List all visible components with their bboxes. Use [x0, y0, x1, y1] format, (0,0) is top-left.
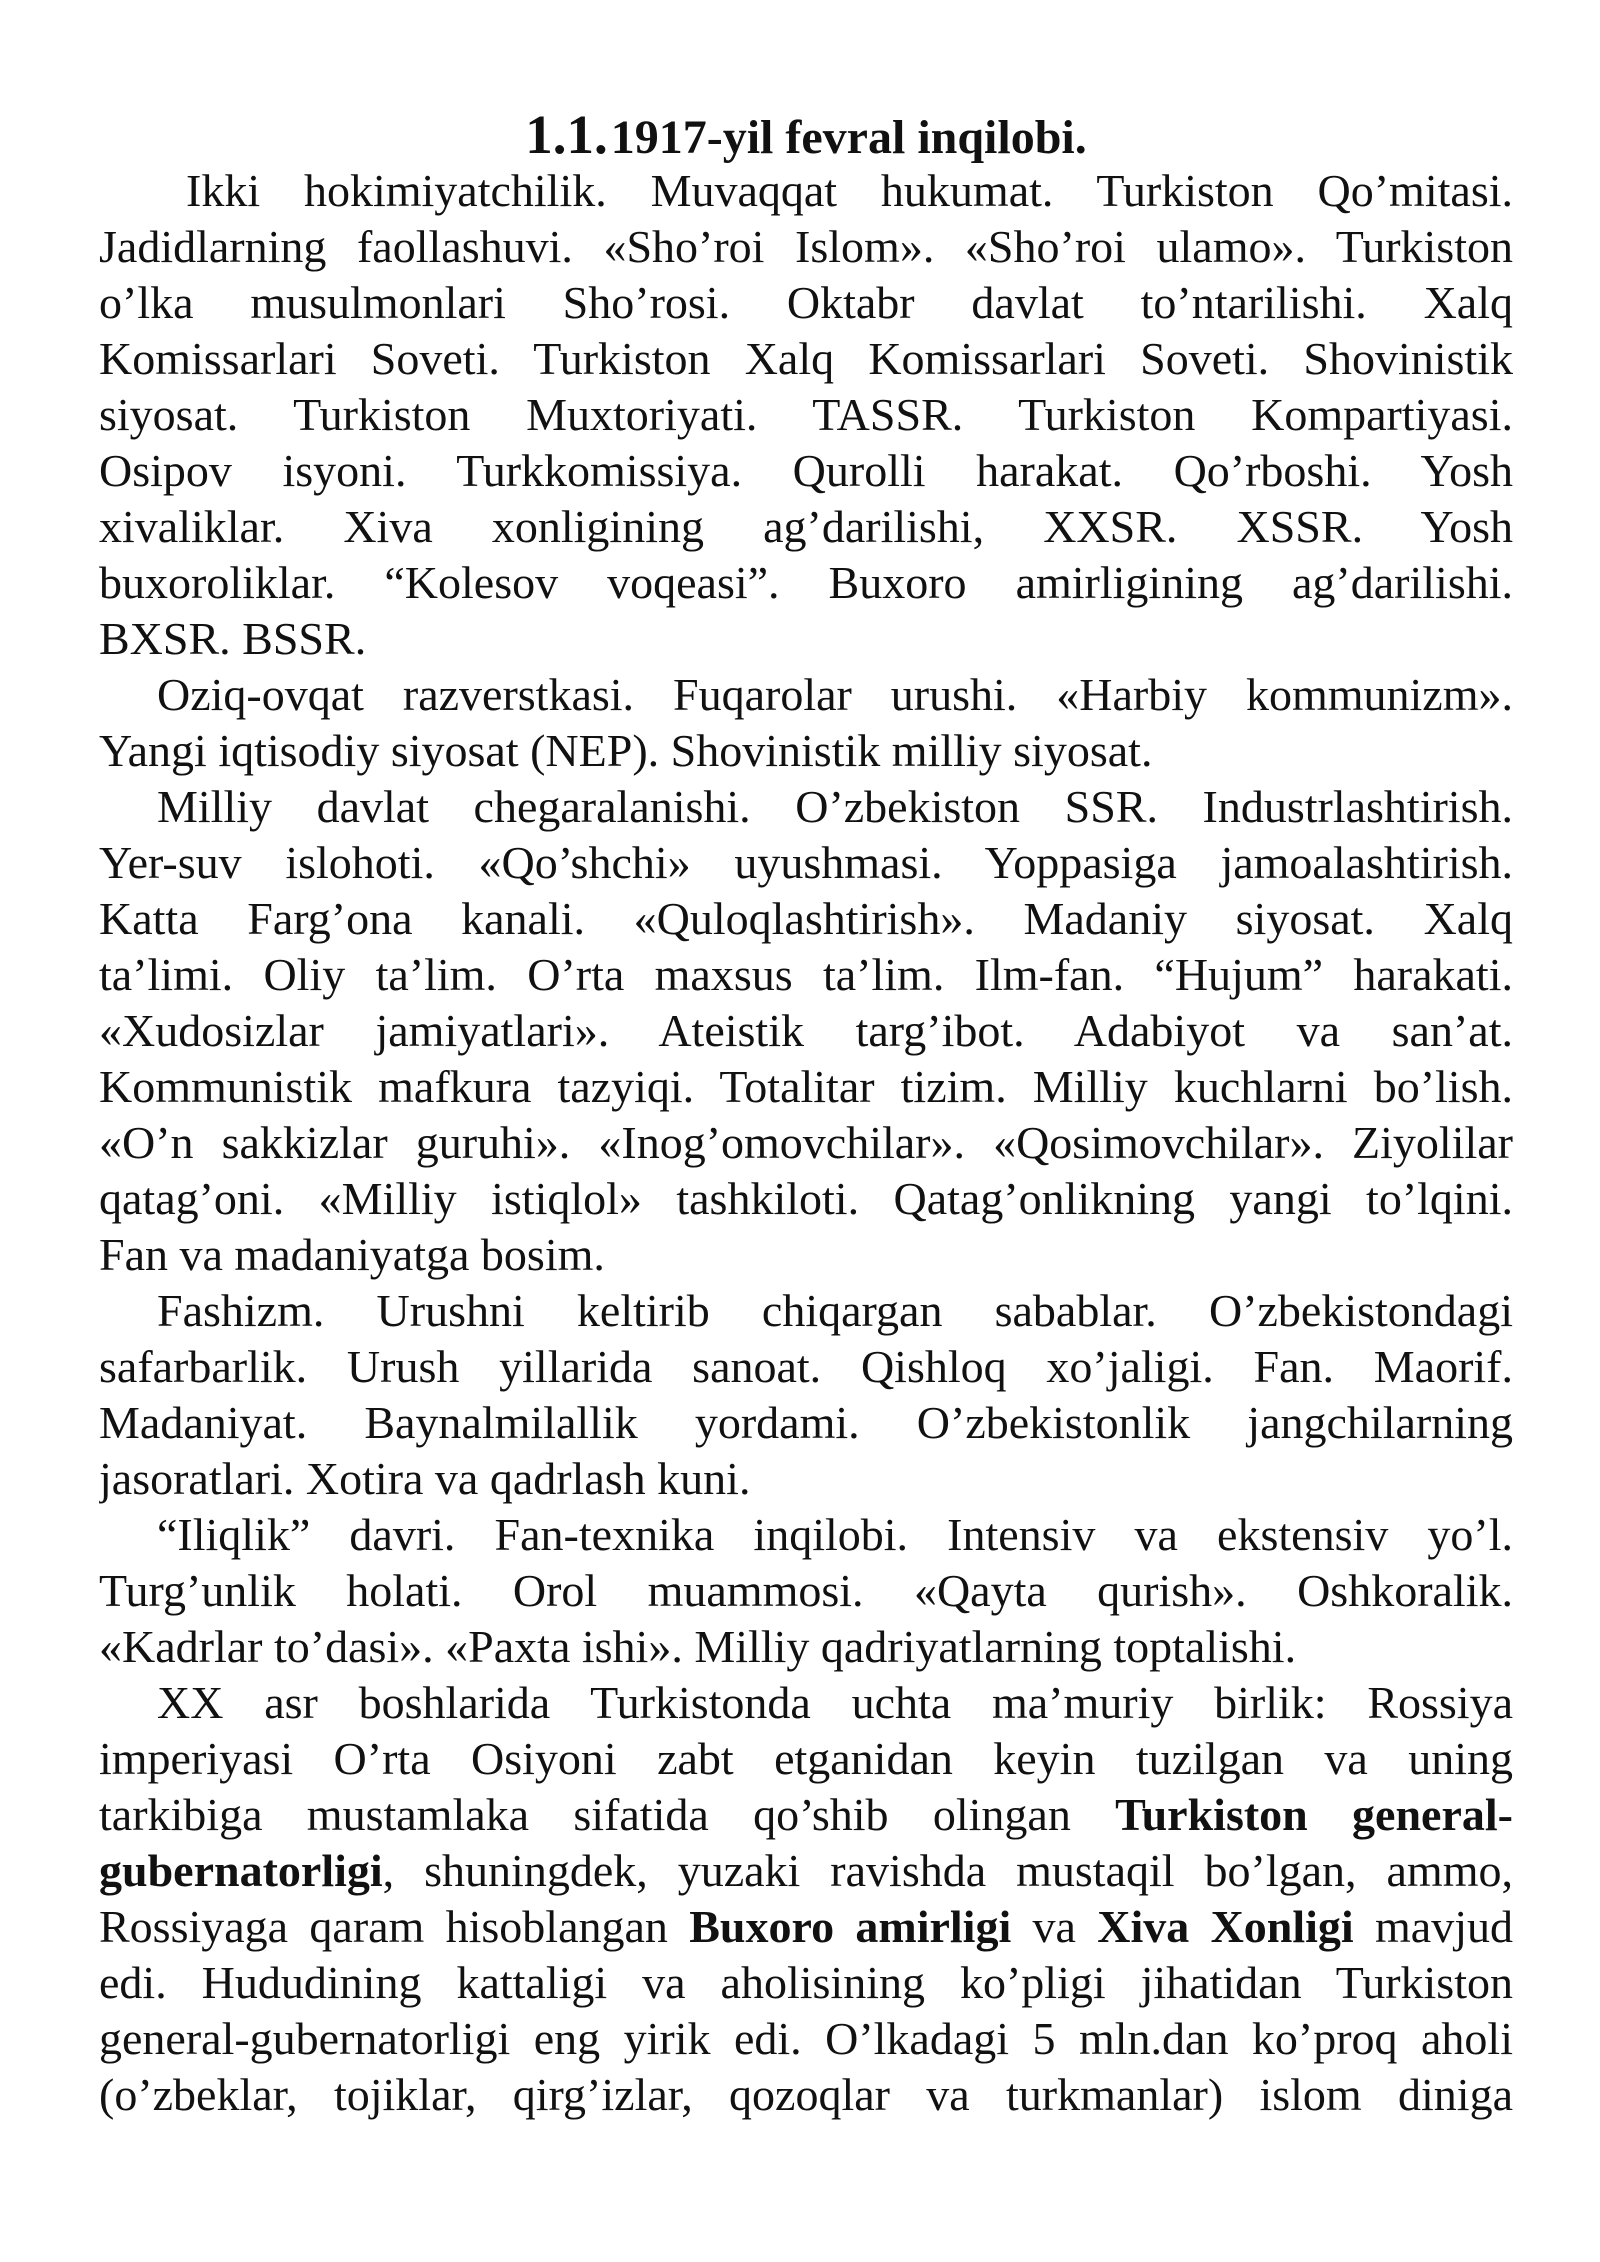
text-line: BXSR. BSSR.	[99, 613, 367, 664]
text-line: Jadidlarning faollashuvi. «Sho’roi Islom». «Sho’roi ulamo». Turkiston	[99, 221, 1513, 272]
text-line: edi. Hududining kattaligi va aholisining ko’pligi jihatidan Turkiston	[99, 1957, 1513, 2008]
paragraph	[99, 1507, 1513, 1675]
text-line	[99, 1787, 1513, 1843]
paragraph	[99, 1675, 1513, 2123]
text-segment: tarkibiga mustamlaka sifatida qo’shib olingan	[99, 1789, 1116, 1840]
page-body	[99, 104, 1513, 2123]
text-segment: mavjud	[1353, 1901, 1513, 1952]
bold-term: Turkiston general-	[1115, 1789, 1513, 1840]
paragraph	[99, 163, 1513, 667]
text-line: Katta Farg’ona kanali. «Quloqlashtirish». Madaniy siyosat. Xalq	[99, 893, 1513, 944]
bold-term: Xiva Xonligi	[1097, 1901, 1354, 1952]
bold-term: gubernatorligi	[99, 1845, 383, 1896]
text-line: Oziq-ovqat razverstkasi. Fuqarolar urushi. «Harbiy kommunizm».	[157, 669, 1513, 720]
text-line: o’lka musulmonlari Sho’rosi. Oktabr davlat to’ntarilishi. Xalq	[99, 277, 1513, 328]
text-line	[99, 1843, 1513, 1899]
text-line: Ikki hokimiyatchilik. Muvaqqat hukumat. Turkiston Qo’mitasi.	[186, 165, 1513, 216]
text-line: Milliy davlat chegaralanishi. O’zbekiston SSR. Industrlashtirish.	[157, 781, 1513, 832]
text-line: imperiyasi O’rta Osiyoni zabt etganidan keyin tuzilgan va uning	[99, 1733, 1513, 1784]
text-line: Yer-suv islohoti. «Qo’shchi» uyushmasi. Yoppasiga jamoalashtirish.	[99, 837, 1513, 888]
text-line: Madaniyat. Baynalmilallik yordami. O’zbekistonlik jangchilarning	[99, 1397, 1513, 1448]
paragraph	[99, 1283, 1513, 1507]
text-line: (o’zbeklar, tojiklar, qirg’izlar, qozoqlar va turkmanlar) islom diniga	[99, 2069, 1513, 2120]
text-line: safarbarlik. Urush yillarida sanoat. Qishloq xo’jaligi. Fan. Maorif.	[99, 1341, 1513, 1392]
text-line: xivaliklar. Xiva xonligining ag’darilishi, XXSR. XSSR. Yosh	[99, 501, 1513, 552]
section-number: 1.1.	[525, 104, 608, 165]
text-line: Fan va madaniyatga bosim.	[99, 1229, 605, 1280]
text-line	[99, 1899, 1513, 1955]
text-line: qatag’oni. «Milliy istiqlol» tashkiloti. Qatag’onlikning yangi to’lqini.	[99, 1173, 1513, 1224]
text-segment: Rossiyaga qaram hisoblangan	[99, 1901, 690, 1952]
text-line: Osipov isyoni. Turkkomissiya. Qurolli harakat. Qo’rboshi. Yosh	[99, 445, 1513, 496]
text-line: XX asr boshlarida Turkistonda uchta ma’muriy birlik: Rossiya	[157, 1677, 1513, 1728]
paragraph	[99, 779, 1513, 1283]
text-line: siyosat. Turkiston Muxtoriyati. TASSR. Turkiston Kompartiyasi.	[99, 389, 1513, 440]
text-line: Fashizm. Urushni keltirib chiqargan sabablar. O’zbekistondagi	[157, 1285, 1513, 1336]
text-line: jasoratlari. Xotira va qadrlash kuni.	[99, 1453, 751, 1504]
text-line: “Iliqlik” davri. Fan-texnika inqilobi. Intensiv va ekstensiv yo’l.	[157, 1509, 1513, 1560]
text-line: «Xudosizlar jamiyatlari». Ateistik targ’ibot. Adabiyot va san’at.	[99, 1005, 1513, 1056]
bold-term: Buxoro amirligi	[689, 1901, 1012, 1952]
text-line: general-gubernatorligi eng yirik edi. O’lkadagi 5 mln.dan ko’proq aholi	[99, 2013, 1513, 2064]
text-line: Kommunistik mafkura tazyiqi. Totalitar tizim. Milliy kuchlarni bo’lish.	[99, 1061, 1513, 1112]
text-line: «Kadrlar to’dasi». «Paxta ishi». Milliy qadriyatlarning toptalishi.	[99, 1621, 1297, 1672]
text-line: ta’limi. Oliy ta’lim. O’rta maxsus ta’lim. Ilm-fan. “Hujum” harakati.	[99, 949, 1513, 1000]
section-heading	[99, 104, 1513, 165]
text-line: Turg’unlik holati. Orol muammosi. «Qayta qurish». Oshkoralik.	[99, 1565, 1513, 1616]
text-line: «O’n sakkizlar guruhi». «Inog’omovchilar». «Qosimovchilar». Ziyolilar	[99, 1117, 1513, 1168]
text-segment: , shuningdek, yuzaki ravishda mustaqil bo’lgan, ammo,	[382, 1845, 1513, 1896]
text-line: Yangi iqtisodiy siyosat (NEP). Shovinistik milliy siyosat.	[99, 725, 1153, 776]
section-title: 1917-yil fevral inqilobi.	[610, 111, 1087, 164]
paragraph	[99, 667, 1513, 779]
text-segment: va	[1011, 1901, 1098, 1952]
text-line: Komissarlari Soveti. Turkiston Xalq Komissarlari Soveti. Shovinistik	[99, 333, 1513, 384]
text-line: buxoroliklar. “Kolesov voqeasi”. Buxoro amirligining ag’darilishi.	[99, 557, 1513, 608]
